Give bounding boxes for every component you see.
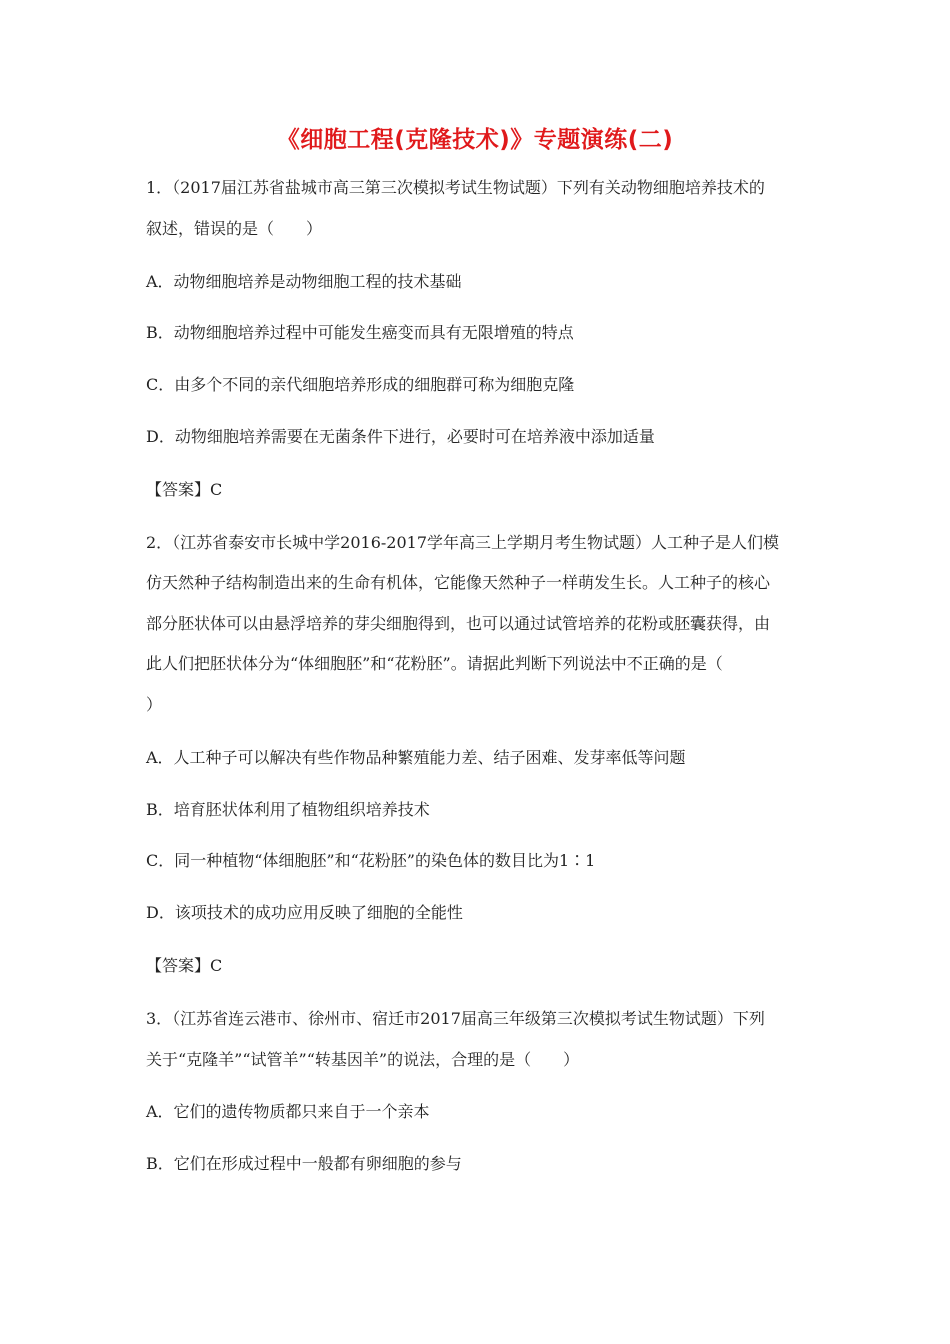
question-2-option-a: A．人工种子可以解决有些作物品种繁殖能力差、结子困难、发芽率低等问题 [146, 748, 686, 767]
question-2-option-b: B．培育胚状体利用了植物组织培养技术 [146, 800, 430, 819]
question-2-option-c: C．同一种植物“体细胞胚”和“花粉胚”的染色体的数目比为1∶1 [146, 851, 596, 870]
question-1-stem-line-1: 1．（2017届江苏省盐城市高三第三次模拟考试生物试题）下列有关动物细胞培养技术的 [146, 178, 765, 197]
question-1-option-a: A．动物细胞培养是动物细胞工程的技术基础 [146, 272, 462, 291]
question-1-option-d: D．动物细胞培养需要在无菌条件下进行，必要时可在培养液中添加适量 [146, 427, 655, 446]
question-2-stem-line-3: 部分胚状体可以由悬浮培养的芽尖细胞得到，也可以通过试管培养的花粉或胚囊获得，由 [146, 614, 771, 633]
question-2-stem-line-5: ） [146, 695, 163, 714]
question-2-answer: 【答案】C [146, 956, 223, 975]
question-1-answer: 【答案】C [146, 480, 223, 499]
page-title: 《细胞工程(克隆技术)》专题演练(二) [276, 127, 674, 153]
question-2-option-d: D．该项技术的成功应用反映了细胞的全能性 [146, 903, 463, 922]
question-2-stem-line-1: 2．（江苏省泰安市长城中学2016-2017学年高三上学期月考生物试题）人工种子是人们模 [146, 533, 780, 552]
question-2-stem-line-4: 此人们把胚状体分为“体细胞胚”和“花粉胚”。请据此判断下列说法中不正确的是（ [146, 654, 723, 673]
question-3-option-a: A．它们的遗传物质都只来自于一个亲本 [146, 1102, 430, 1121]
question-3-option-b: B．它们在形成过程中一般都有卵细胞的参与 [146, 1154, 462, 1173]
question-1-option-b: B．动物细胞培养过程中可能发生癌变而具有无限增殖的特点 [146, 323, 574, 342]
question-3-stem-line-2: 关于“克隆羊”“试管羊”“转基因羊”的说法，合理的是（ ） [146, 1050, 580, 1069]
question-3-stem-line-1: 3．（江苏省连云港市、徐州市、宿迁市2017届高三年级第三次模拟考试生物试题）下列 [146, 1009, 765, 1028]
question-2-stem-line-2: 仿天然种子结构制造出来的生命有机体，它能像天然种子一样萌发生长。人工种子的核心 [146, 573, 771, 592]
question-1-stem-line-2: 叙述，错误的是（ ） [146, 219, 323, 238]
question-1-option-c: C．由多个不同的亲代细胞培养形成的细胞群可称为细胞克隆 [146, 375, 575, 394]
